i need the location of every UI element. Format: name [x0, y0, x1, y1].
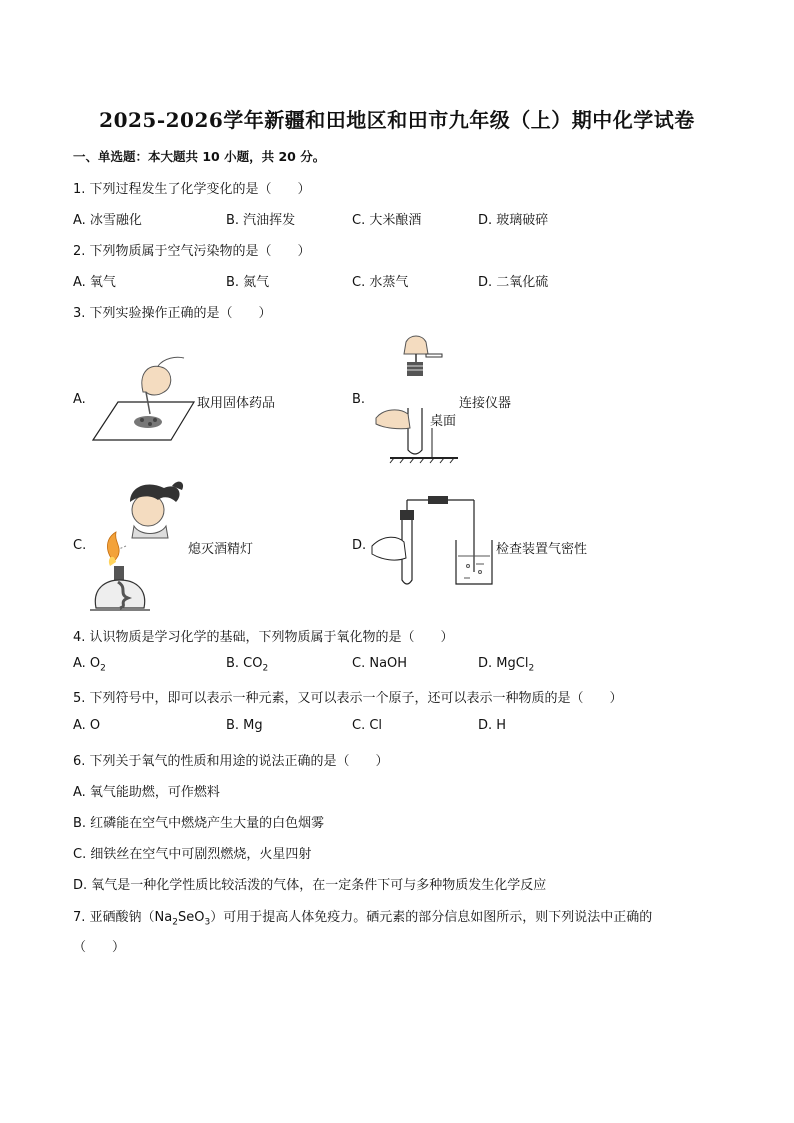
extinguish-alcohol-lamp-illustration: [88, 476, 188, 614]
q2-option-a: A. 氧气: [73, 275, 116, 290]
question-7-answer-blank: （ ）: [73, 940, 126, 955]
q2-option-b: B. 氮气: [226, 275, 270, 290]
page-title: 2025-2026学年新疆和田地区和田市九年级（上）期中化学试卷: [99, 108, 695, 132]
q3-option-a-letter: A.: [73, 392, 86, 407]
q6-option-a: A. 氧气能助燃，可作燃料: [73, 785, 220, 800]
q3-option-c-letter: C.: [73, 538, 87, 553]
connect-apparatus-illustration: [370, 332, 460, 464]
question-2-stem: 2. 下列物质属于空气污染物的是（ ）: [73, 244, 311, 259]
q3-option-d-caption: 检查装置气密性: [496, 542, 588, 557]
q5-option-b: B. Mg: [226, 718, 263, 733]
q3-option-b-table-label: 桌面: [430, 414, 457, 429]
airtightness-check-illustration: [370, 494, 500, 590]
question-7-stem: 7. 亚硒酸钠$(Na_2SeO_3)$可用于提高人体免疫力。硒元素的部分信息如图所示，则下列说法中正确的: [73, 910, 653, 928]
q3-option-d-letter: D.: [352, 538, 367, 553]
section-heading: 一、单选题：本大题共 10 小题，共 20 分。: [73, 149, 326, 164]
question-3-stem: 3. 下列实验操作正确的是（ ）: [73, 306, 272, 321]
q3-option-a-caption: 取用固体药品: [197, 396, 276, 411]
q1-option-c: C. 大米酿酒: [352, 213, 422, 228]
q4-option-d: D. MgCl$_2$: [478, 656, 535, 674]
question-6-stem: 6. 下列关于氧气的性质和用途的说法正确的是（ ）: [73, 754, 389, 769]
q6-option-c: C. 细铁丝在空气中可剧烈燃烧，火星四射: [73, 847, 312, 862]
q1-option-d: D. 玻璃破碎: [478, 213, 549, 228]
q1-option-b: B. 汽油挥发: [226, 213, 296, 228]
q3-option-b-letter: B.: [352, 392, 366, 407]
question-4-stem: 4. 认识物质是学习化学的基础，下列物质属于氧化物的是（ ）: [73, 630, 454, 645]
q1-option-a: A. 冰雪融化: [73, 213, 142, 228]
q5-option-c: C. Cl: [352, 718, 383, 733]
q3-option-c-caption: 熄灭酒精灯: [188, 542, 254, 557]
question-1-stem: 1. 下列过程发生了化学变化的是（ ）: [73, 182, 311, 197]
take-solid-reagent-illustration: [88, 352, 198, 444]
question-5-stem: 5. 下列符号中，即可以表示一种元素，又可以表示一个原子，还可以表示一种物质的是（ ）: [73, 691, 623, 706]
q5-option-d: D. H: [478, 718, 507, 733]
q2-option-d: D. 二氧化硫: [478, 275, 549, 290]
q6-option-d: D. 氧气是一种化学性质比较活泼的气体，在一定条件下可与多种物质发生化学反应: [73, 878, 547, 893]
q2-option-c: C. 水蒸气: [352, 275, 409, 290]
q5-option-a: A. O: [73, 718, 101, 733]
q4-option-a: A. $O_2$: [73, 656, 106, 674]
q4-option-b: B. $CO_2$: [226, 656, 269, 674]
q4-option-c: C. NaOH: [352, 656, 408, 671]
q6-option-b: B. 红磷能在空气中燃烧产生大量的白色烟雾: [73, 816, 325, 831]
q3-option-b-caption: 连接仪器: [459, 396, 512, 411]
